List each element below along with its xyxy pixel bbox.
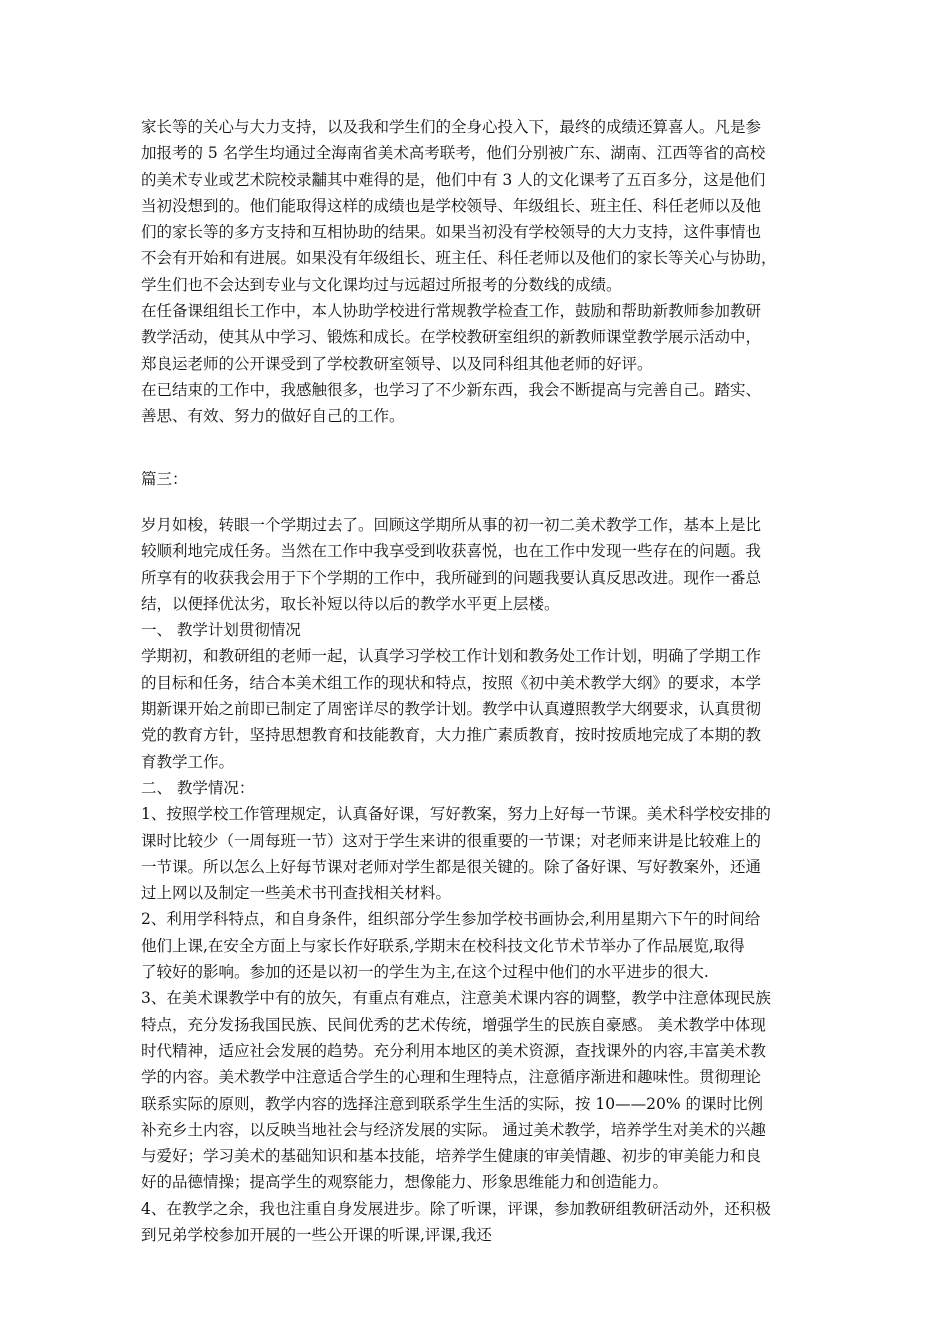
text-line: 岁月如梭，转眼一个学期过去了。回顾这学期所从事的初一初二美术教学工作，基本上是比 (141, 516, 762, 534)
text-line: 好的品德情操；提高学生的观察能力，想像能力、形象思维能力和创造能力。 (141, 1173, 669, 1192)
section-heading (141, 466, 821, 492)
section-2-text (141, 512, 821, 1248)
text-line: 二、 教学情况： (141, 778, 255, 797)
text-line: 过上网以及制定一些美术书刊查找相关材料。 (141, 884, 452, 903)
text-line: 一、 教学计划贯彻情况 (141, 621, 301, 640)
text-line: 的美术专业或艺术院校录黼其中难得的是，他们中有 3 人的文化课考了五百多分，这是他们 (141, 170, 766, 189)
text-line: 在任备课组组长工作中，本人协助学校进行常规教学检查工作，鼓励和帮助新教师参加教研 (141, 302, 762, 321)
text-line: 他们上课,在安全方面上与家长作好联系,学期末在校科技文化节术节举办了作品展览,取得 (141, 936, 745, 955)
text-line: 的目标和任务，结合本美术组工作的现状和特点，按照《初中美术教学大纲》的要求，本学 (141, 673, 762, 692)
text-line: 联系实际的原则，教学内容的选择注意到联系学生生活的实际，按 10——20% 的课时比例 (141, 1094, 764, 1113)
text-line: 2、利用学科特点，和自身条件，组织部分学生参加学校书画协会,利用星期六下午的时间给 (141, 910, 761, 929)
text-line: 所享有的收获我会用于下个学期的工作中，我所碰到的问题我要认真反思改进。现作一番总 (141, 568, 762, 587)
text-line: 特点，充分发扬我国民族、民间优秀的艺术传统，增强学生的民族自豪感。 美术教学中体现 (141, 1015, 766, 1034)
text-line: 课时比较少（一周每班一节）这对于学生来讲的很重要的一节课；对老师来讲是比较难上的 (141, 831, 762, 850)
text-line: 期新课开始之前即已制定了周密详尽的教学计划。教学中认真遵照教学大纲要求，认真贯彻 (141, 700, 762, 719)
text-line: 党的教育方针，坚持思想教育和技能教育，大力推广素质教育，按时按质地完成了本期的教 (141, 726, 762, 745)
text-line: 较顺利地完成任务。当然在工作中我享受到收获喜悦，也在工作中发现一些存在的问题。我 (141, 542, 762, 561)
text-line: 学生们也不会达到专业与文化课均过与远超过所报考的分数线的成绩。 (141, 275, 622, 294)
text-line: 到兄弟学校参加开展的一些公开课的听课,评课,我还 (141, 1226, 492, 1245)
text-line: 郑良运老师的公开课受到了学校教研室领导、以及同科组其他老师的好评。 (141, 354, 653, 373)
text-line: 与爱好；学习美术的基础知识和基本技能，培养学生健康的审美情趣、初步的审美能力和良 (141, 1147, 762, 1166)
text-line: 家长等的关心与大力支持，以及我和学生们的全身心投入下，最终的成绩还算喜人。凡是参 (141, 118, 762, 136)
text-line: 善思、有效、努力的做好自己的工作。 (141, 407, 405, 426)
text-line: 学的内容。美术教学中注意适合学生的心理和生理特点，注意循序渐进和趣味性。贯彻理论 (141, 1068, 762, 1087)
text-line: 了较好的影响。参加的还是以初一的学生为主,在这个过程中他们的水平进步的很大. (141, 963, 709, 982)
text-line: 补充乡土内容，以反映当地社会与经济发展的实际。 通过美术教学，培养学生对美术的兴趣 (141, 1120, 766, 1139)
section-1-text (141, 114, 821, 430)
heading-text: 篇三： (141, 470, 188, 488)
text-line: 4、在教学之余，我也注重自身发展进步。除了听课，评课，参加教研组教研活动外，还积极 (141, 1199, 771, 1218)
text-line: 育教学工作。 (141, 752, 235, 771)
text-line: 不会有开始和有进展。如果没有年级组长、班主任、科任老师以及他们的家长等关心与协助， (141, 249, 777, 268)
text-line: 教学活动，使其从中学习、锻炼和成长。在学校教研室组织的新教师课堂教学展示活动中， (141, 328, 762, 347)
text-line: 1、按照学校工作管理规定，认真备好课，写好教案，努力上好每一节课。美术科学校安排的 (141, 805, 771, 824)
text-line: 结，以便择优汰劣，取长补短以待以后的教学水平更上层楼。 (141, 594, 560, 613)
text-line: 一节课。所以怎么上好每节课对老师对学生都是很关键的。除了备好课、写好教案外，还通 (141, 857, 762, 876)
text-line: 加报考的 5 名学生均通过全海南省美术高考联考，他们分别被广东、湖南、江西等省的高校 (141, 144, 766, 163)
text-line: 当初没想到的。他们能取得这样的成绩也是学校领导、年级组长、班主任、科任老师以及他 (141, 196, 762, 215)
text-line: 时代精神，适应社会发展的趋势。充分利用本地区的美术资源，查找课外的内容,丰富美术教 (141, 1041, 766, 1060)
text-line: 3、在美术课教学中有的放矢，有重点有难点，注意美术课内容的调整，教学中注意体现民族 (141, 989, 771, 1008)
text-line: 学期初，和教研组的老师一起，认真学习学校工作计划和教务处工作计划，明确了学期工作 (141, 647, 762, 666)
text-line: 们的家长等的多方支持和互相协助的结果。如果当初没有学校领导的大力支持，这件事情也 (141, 223, 762, 242)
text-line: 在已结束的工作中，我感触很多，也学习了不少新东西，我会不断提高与完善自己。踏实、 (141, 380, 762, 399)
